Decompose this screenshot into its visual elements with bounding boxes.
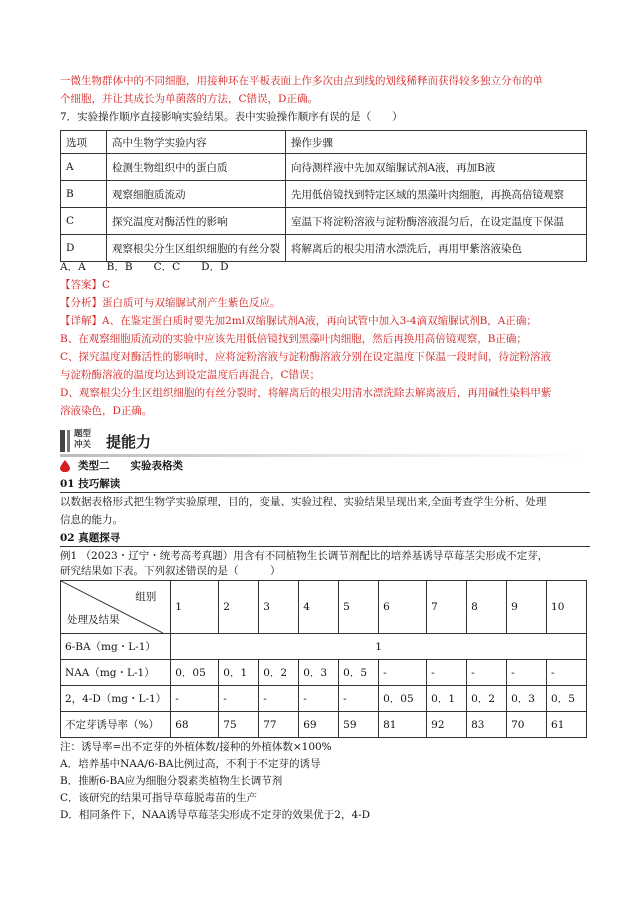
ba-value-cell: 1 — [171, 634, 587, 660]
group-cell: 9 — [507, 581, 547, 634]
table-row — [61, 686, 587, 712]
table-cell: 0．3 — [299, 660, 339, 686]
row-label: 不定芽诱导率（%） — [61, 712, 171, 738]
banner-tag — [74, 429, 98, 451]
steps-cell: 先用低倍镜找到特定区域的黑藻叶肉细胞，再换高倍镜观察 — [286, 181, 587, 208]
banner-bar-icon — [60, 430, 65, 452]
option-d: D．相同条件下，NAA诱导草莓茎尖形成不定芽的效果优于2，4-D — [60, 809, 371, 821]
question-7-table — [60, 130, 587, 262]
table-cell: - — [547, 660, 587, 686]
table-cell: - — [171, 686, 219, 712]
option-cell: A — [61, 154, 107, 181]
group-cell: 3 — [259, 581, 299, 634]
option-cell: C — [61, 208, 107, 235]
banner-tag-line-2: 冲关 — [74, 440, 92, 450]
table-cell: - — [427, 660, 467, 686]
example-1-line-2: 研究结果如下表。下列叙述错误的是（ ） — [60, 565, 281, 577]
table-row — [61, 712, 587, 738]
content-cell: 检测生物组织中的蛋白质 — [107, 154, 286, 181]
banner-tag-line-1: 题型 — [74, 429, 92, 439]
table-row — [61, 634, 587, 660]
detail-line-2: B、在观察细胞质流动的实验中应该先用低倍镜找到黑藻叶肉细胞，然后再换用高倍镜观察，B正确； — [60, 333, 527, 345]
option-c: C．该研究的结果可指导草莓脱毒苗的生产 — [60, 792, 258, 804]
group-cell: 10 — [547, 581, 587, 634]
table-cell: 61 — [547, 712, 587, 738]
table-row — [61, 154, 587, 181]
option-cell: D — [61, 235, 107, 262]
table-cell: 68 — [171, 712, 219, 738]
table-cell: 0．1 — [427, 686, 467, 712]
explanation-line-2: 个细胞，并让其成长为单菌落的方法，C错误，D正确。 — [60, 93, 318, 105]
table-cell: 0．2 — [259, 660, 299, 686]
banner-divider — [60, 454, 587, 457]
detail-line-4: 与淀粉酶溶液的温度均达到设定温度后再混合，C错误； — [60, 369, 321, 381]
group-cell: 4 — [299, 581, 339, 634]
type-heading: 类型二 实验表格类 — [78, 460, 183, 472]
header-cell: 操作步骤 — [286, 131, 587, 154]
table-row — [61, 660, 587, 686]
droplet-icon — [60, 460, 70, 472]
table-cell: 83 — [467, 712, 507, 738]
section-1-heading — [60, 477, 120, 491]
section-2-heading — [60, 531, 120, 545]
table-cell: 0．05 — [379, 686, 427, 712]
detail-line-1: 【详解】A、在鉴定蛋白质时要先加2ml双缩脲试剂A液，再向试管中加入3-4滴双缩脲试剂B，A正确； — [60, 315, 537, 327]
steps-cell: 室温下将淀粉溶液与淀粉酶溶液混匀后，在设定温度下保温 — [286, 208, 587, 235]
table-cell: 59 — [339, 712, 379, 738]
detail-line-5: D、观察根尖分生区组织细胞的有丝分裂时，将解离后的根尖用清水漂洗除去解离液后，再用碱性染料甲紫 — [60, 387, 552, 399]
section-2-underline — [60, 546, 590, 547]
group-cell: 7 — [427, 581, 467, 634]
results-table — [60, 580, 587, 738]
section-1-heading-text: 01 技巧解读 — [60, 478, 121, 490]
corner-top-label: 组别 — [135, 591, 157, 603]
banner-title: 提能力 — [106, 433, 152, 451]
question-7-options: A．A B．B C．C D．D — [60, 261, 229, 273]
analysis-line: 【分析】蛋白质可与双缩脲试剂产生紫色反应。 — [60, 297, 281, 309]
table-cell: 0．5 — [339, 660, 379, 686]
table-cell: 0．2 — [467, 686, 507, 712]
table-cell: 81 — [379, 712, 427, 738]
section-1-text-1: 以数据表格形式把生物学实验原理，目的，变量、实验过程、实验结果呈现出来,全面考查学生分析、处理 — [60, 496, 547, 508]
table-cell: - — [259, 686, 299, 712]
group-cell: 6 — [379, 581, 427, 634]
group-cell: 1 — [171, 581, 219, 634]
table-cell: 70 — [507, 712, 547, 738]
row-label: NAA（mg・L-1） — [61, 660, 171, 686]
content-cell: 观察根尖分生区组织细胞的有丝分裂 — [107, 235, 286, 262]
group-cell: 8 — [467, 581, 507, 634]
table-cell: - — [219, 686, 259, 712]
option-a: A．培养基中NAA/6-BA比例过高，不利于不定芽的诱导 — [60, 758, 321, 770]
table-header-row — [61, 131, 587, 154]
table-cell: 0．05 — [171, 660, 219, 686]
section-banner — [60, 428, 180, 454]
table-cell: 92 — [427, 712, 467, 738]
detail-line-3: C、探究温度对酶活性的影响时，应将淀粉溶液与淀粉酶溶液分别在设定温度下保温一段时间，待淀粉溶液 — [60, 351, 552, 363]
row-label: 2，4-D（mg・L-1） — [61, 686, 171, 712]
table-cell: - — [467, 660, 507, 686]
section-1-text-2: 信息的能力。 — [60, 514, 123, 526]
table-cell: 69 — [299, 712, 339, 738]
table-cell: - — [299, 686, 339, 712]
table-cell: 0．5 — [547, 686, 587, 712]
table-cell: 75 — [219, 712, 259, 738]
row-label: 6-BA（mg・L-1） — [61, 634, 171, 660]
content-cell: 探究温度对酶活性的影响 — [107, 208, 286, 235]
table-row — [61, 235, 587, 262]
content-cell: 观察细胞质流动 — [107, 181, 286, 208]
table-cell: 0．1 — [219, 660, 259, 686]
group-header-row — [61, 581, 587, 634]
section-1-underline — [60, 492, 590, 493]
table-row — [61, 181, 587, 208]
table-cell: - — [379, 660, 427, 686]
steps-cell: 向待测样液中先加双缩脲试剂A液，再加B液 — [286, 154, 587, 181]
option-cell: B — [61, 181, 107, 208]
steps-cell: 将解离后的根尖用清水漂洗后，再用甲紫溶液染色 — [286, 235, 587, 262]
section-2-heading-text: 02 真题探寻 — [60, 532, 121, 544]
banner-bar-icon — [67, 430, 70, 452]
diagonal-header-cell — [61, 581, 171, 634]
group-cell: 2 — [219, 581, 259, 634]
table-row — [61, 208, 587, 235]
corner-bottom-label: 处理及结果 — [67, 614, 120, 626]
group-cell: 5 — [339, 581, 379, 634]
header-cell: 选项 — [61, 131, 107, 154]
answer-line: 【答案】C — [60, 279, 111, 291]
table-cell: 77 — [259, 712, 299, 738]
table-cell: 0．3 — [507, 686, 547, 712]
table-cell: - — [339, 686, 379, 712]
table-cell: - — [507, 660, 547, 686]
header-cell: 高中生物学实验内容 — [107, 131, 286, 154]
explanation-line-1: 一微生物群体中的不同细胞，用接种环在平板表面上作多次由点到线的划线稀释而获得较多独立分布的单 — [60, 75, 543, 87]
option-b: B．推断6-BA应为细胞分裂素类植物生长调节剂 — [60, 775, 283, 787]
detail-line-6: 溶液染色，D正确。 — [60, 405, 153, 417]
question-7-stem: 7．实验操作顺序直接影响实验结果。表中实验操作顺序有误的是（ ） — [60, 111, 403, 123]
example-1-line-1: 例1 （2023・辽宁・统考高考真题）用含有不同植物生长调节剂配比的培养基诱导草莓茎尖形成不定芽， — [60, 550, 549, 562]
table-note: 注：诱导率=出不定芽的外植体数/接种的外植体数×100% — [60, 741, 332, 753]
